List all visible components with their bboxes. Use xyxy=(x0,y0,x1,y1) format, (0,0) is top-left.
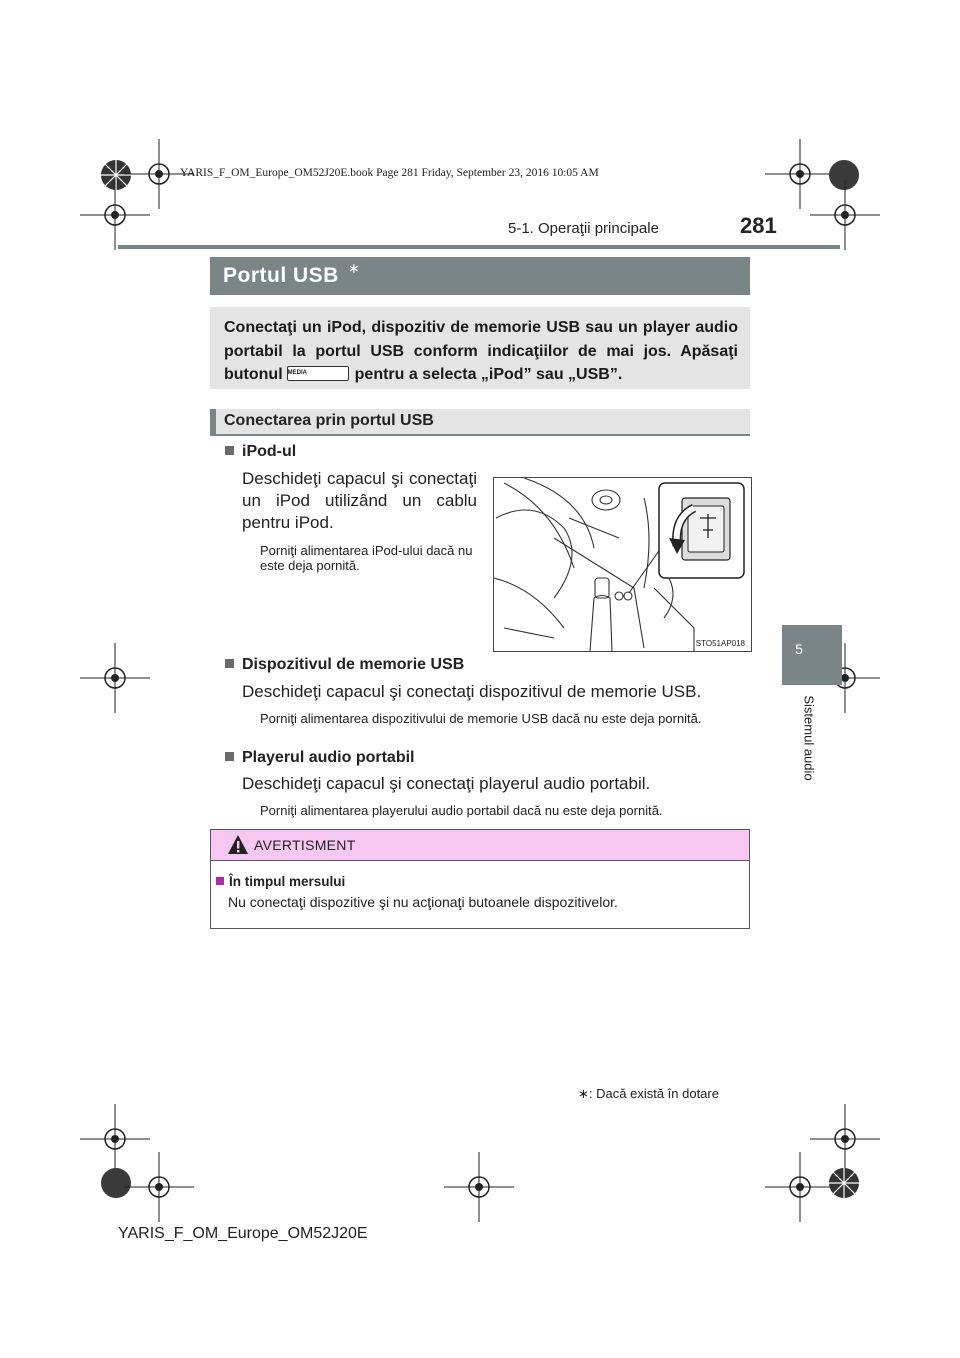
warning-triangle-icon xyxy=(227,834,249,856)
registration-crosshair-mark xyxy=(80,180,150,250)
item-heading-ipod: iPod-ul xyxy=(225,443,296,461)
intro-box xyxy=(210,307,750,389)
warning-header xyxy=(211,830,749,861)
item-note-portable-player: Porniţi alimentarea playerului audio portabil dacă nu este deja pornită. xyxy=(260,803,663,818)
item-text-usb-memory: Deschideţi capacul şi conectaţi dispozitivul de memorie USB. xyxy=(242,682,702,701)
registration-sunburst-mark xyxy=(809,1148,879,1218)
item-heading-usb-memory: Dispozitivul de memorie USB xyxy=(225,656,464,674)
usb-port-illustration xyxy=(493,477,752,652)
registration-crosshair-mark xyxy=(810,180,880,250)
warning-title: AVERTISMENT xyxy=(254,837,356,853)
item-note-usb-memory: Porniţi alimentarea dispozitivului de memorie USB dacă nu este deja pornită. xyxy=(260,711,702,726)
subsection-heading: Conectarea prin portul USB xyxy=(224,412,434,429)
footnote-text: : Dacă există în dotare xyxy=(588,1086,719,1101)
section-title-bar xyxy=(210,257,750,295)
media-button-icon: MEDIA xyxy=(287,366,349,381)
subsection-accent xyxy=(210,409,216,436)
bullet-square-icon xyxy=(225,446,234,455)
registration-crosshair-mark xyxy=(124,1152,194,1222)
figure-code: STO51AP018 xyxy=(695,639,745,648)
footnote xyxy=(578,1086,719,1102)
bullet-square-icon xyxy=(225,659,234,668)
item-heading-portable-player: Playerul audio portabil xyxy=(225,749,414,767)
registration-crosshair-mark xyxy=(444,1152,514,1222)
warning-text: Nu conectaţi dispozitive şi nu acţionaţi butoanele dispozitivelor. xyxy=(228,894,618,910)
book-file-info: YARIS_F_OM_Europe_OM52J20E.book Page 281 Friday, September 23, 2016 10:05 AM xyxy=(180,167,599,179)
footer-document-code: YARIS_F_OM_Europe_OM52J20E xyxy=(118,1225,368,1242)
chapter-side-label-wrap xyxy=(801,688,817,788)
intro-text-before: Conectaţi un iPod, dispozitiv de memorie USB sau un player audio portabil la portul USB conform indicaţiilor de mai jos. Apăsaţi butonul xyxy=(224,319,738,383)
item-text-ipod: Deschideţi capacul şi conectaţi un iPod utilizând un cablu pentru iPod. xyxy=(242,469,477,532)
warning-subtitle: În timpul mersului xyxy=(216,874,345,889)
car-console-drawing xyxy=(494,478,751,651)
page-number: 281 xyxy=(740,213,777,238)
warning-box xyxy=(210,829,750,929)
footnote-star: ∗ xyxy=(578,1086,589,1101)
intro-text-after: pentru a selecta „iPod” sau „USB”. xyxy=(354,366,623,383)
header-section-title: 5-1. Operaţii principale xyxy=(508,220,659,237)
chapter-side-label: Sistemul audio xyxy=(801,695,817,781)
registration-crosshair-mark xyxy=(80,643,150,713)
header-rule xyxy=(118,245,840,249)
intro-text xyxy=(224,316,738,387)
item-text-portable-player: Deschideţi capacul şi conectaţi playerul audio portabil. xyxy=(242,774,651,793)
section-title: Portul USB xyxy=(223,264,339,287)
bullet-square-icon xyxy=(225,752,234,761)
optional-equipment-star: ∗ xyxy=(348,260,360,276)
chapter-number: 5 xyxy=(795,641,803,657)
subsection-heading-bar xyxy=(210,409,750,436)
item-note-ipod: Porniţi alimentarea iPod-ului dacă nu este deja pornită. xyxy=(260,543,473,573)
warning-bullet-icon xyxy=(216,877,224,885)
